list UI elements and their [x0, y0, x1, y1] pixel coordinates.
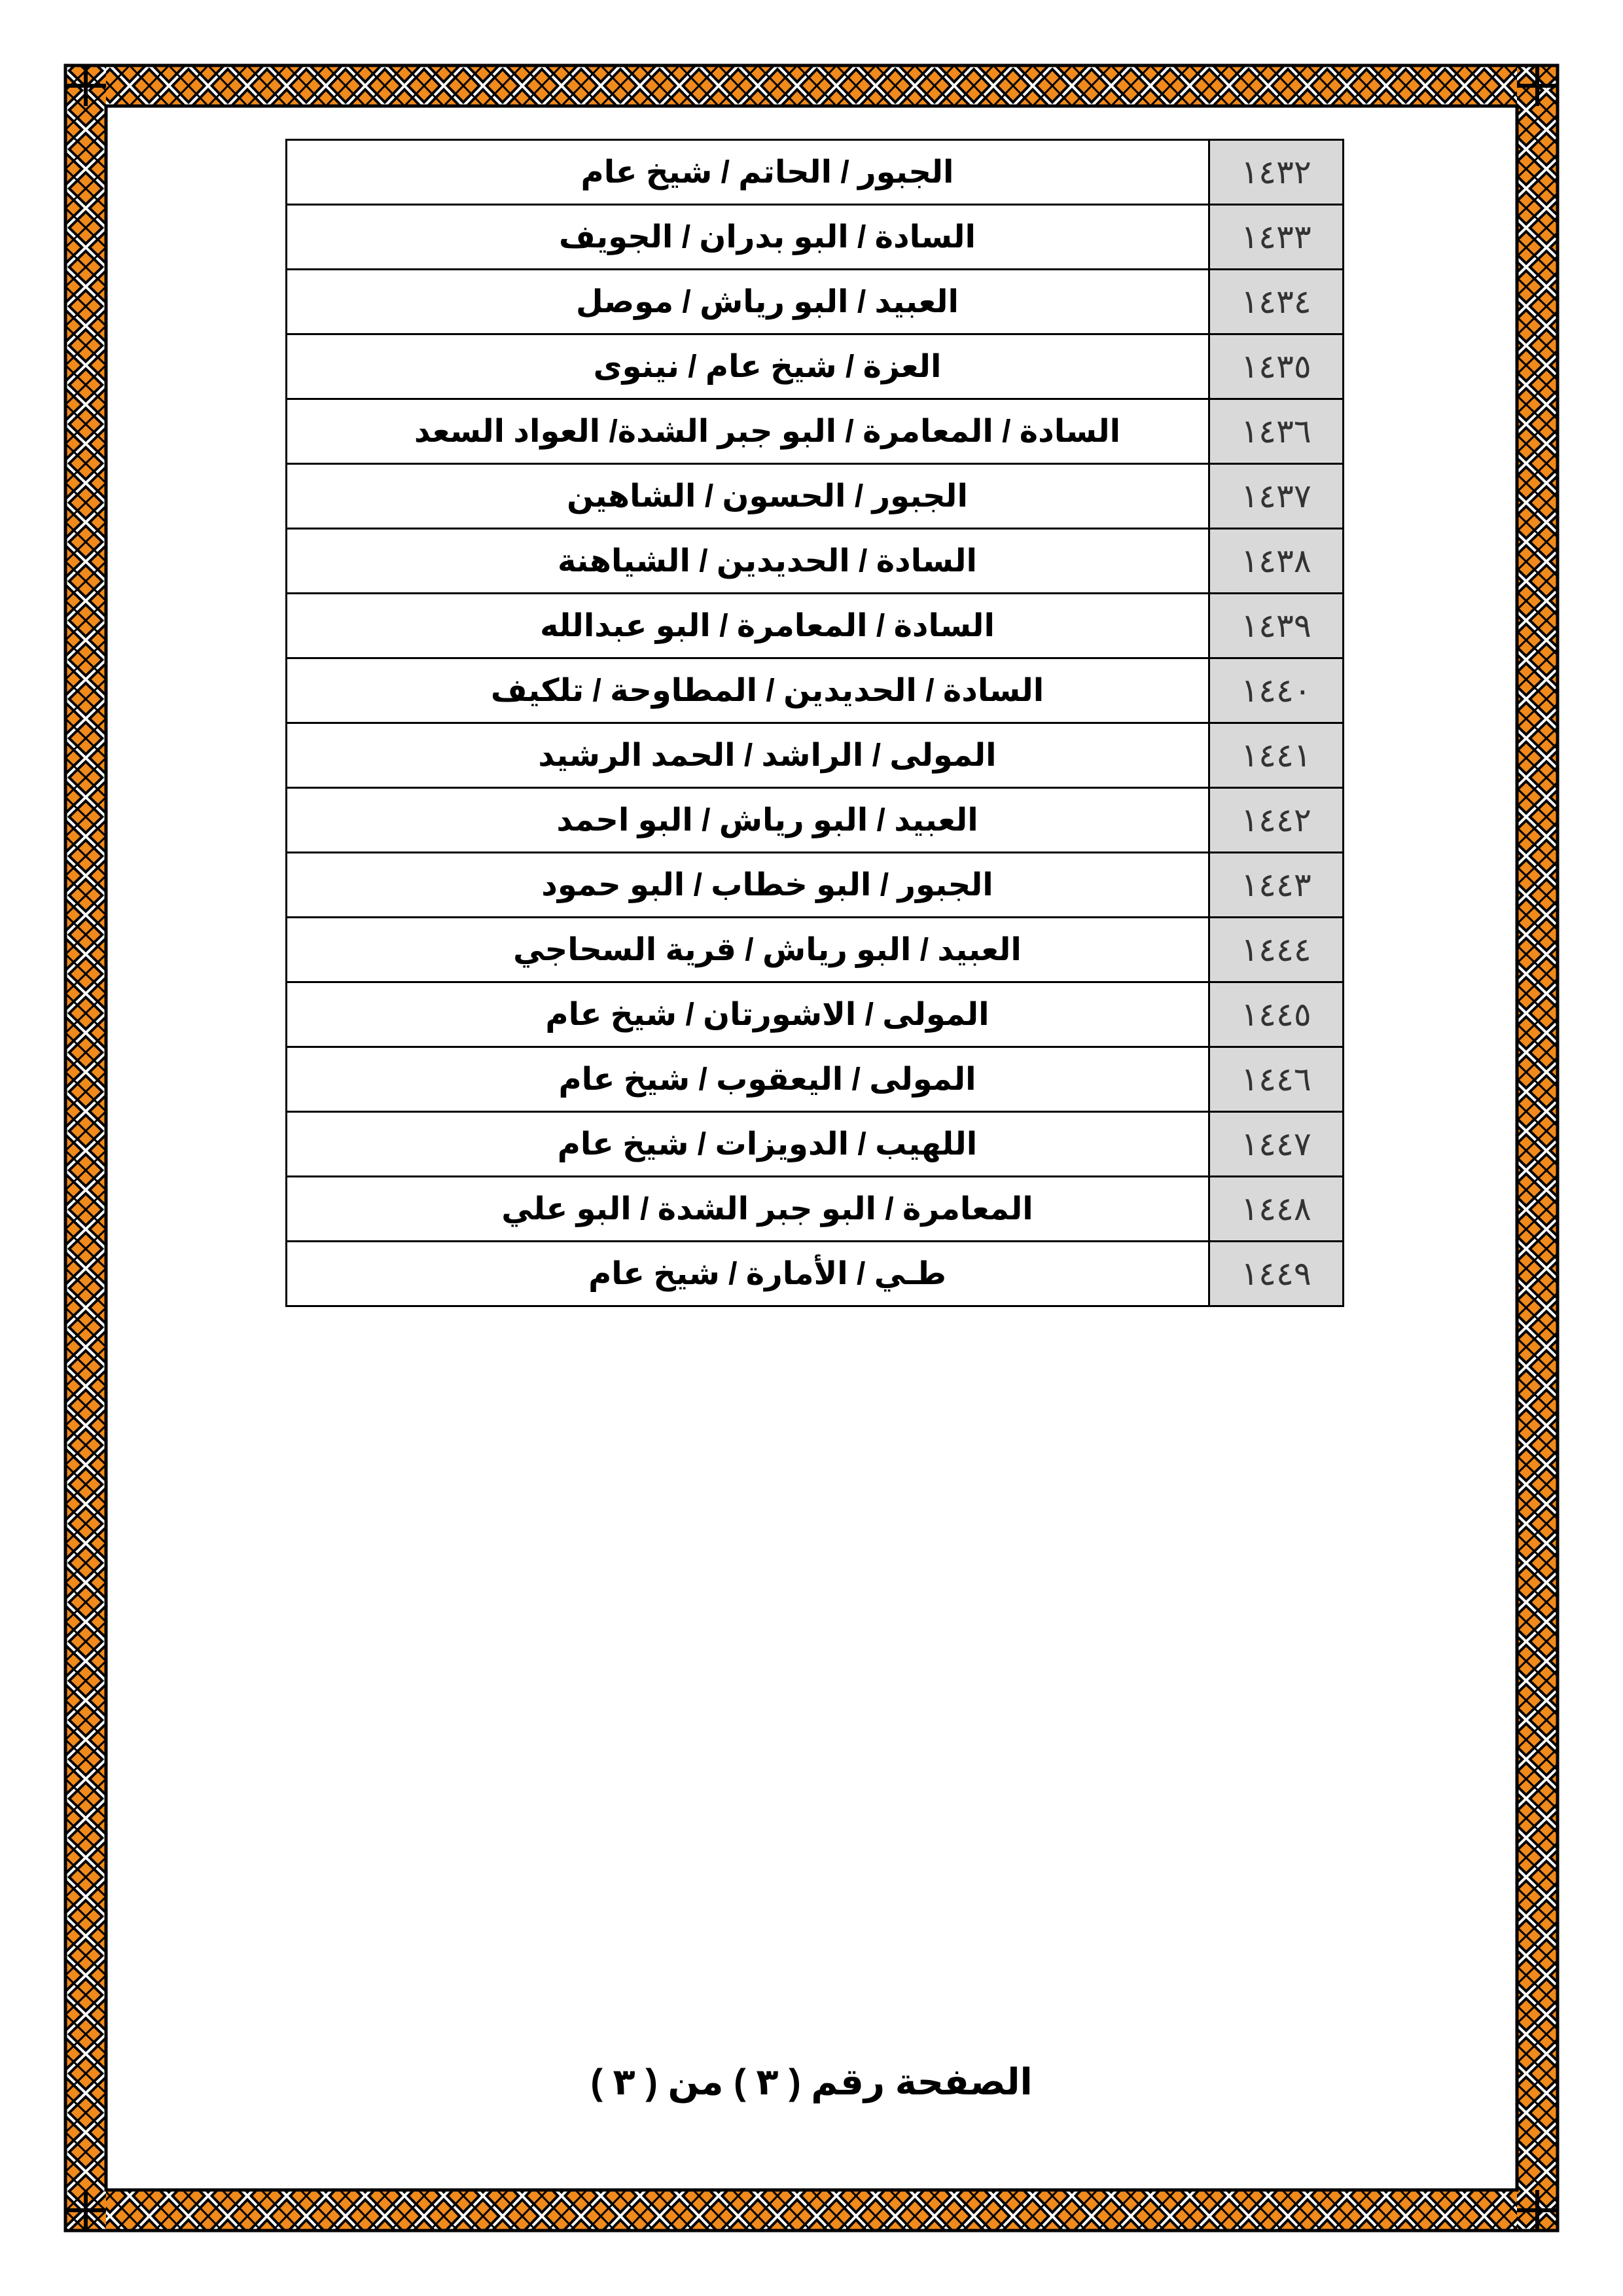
record-number-cell: ١٤٤٩: [1209, 1242, 1344, 1306]
record-number-cell: ١٤٤٨: [1209, 1177, 1344, 1242]
record-name-cell: اللهيب / الدويزات / شيخ عام: [287, 1112, 1209, 1177]
record-number-cell: ١٤٤١: [1209, 723, 1344, 788]
table-row: [287, 1242, 1344, 1306]
table-row: [287, 853, 1344, 918]
record-name-cell: طـي / الأمارة / شيخ عام: [287, 1242, 1209, 1306]
table-row: [287, 1047, 1344, 1112]
record-number-cell: ١٤٣٩: [1209, 594, 1344, 658]
table-row: [287, 982, 1344, 1047]
record-name-cell: المولى / اليعقوب / شيخ عام: [287, 1047, 1209, 1112]
record-number-cell: ١٤٣٨: [1209, 529, 1344, 594]
record-name-cell: السادة / المعامرة / البو عبدالله: [287, 594, 1209, 658]
table-row: [287, 529, 1344, 594]
record-name-cell: السادة / البو بدران / الجويف: [287, 205, 1209, 270]
record-name-cell: العبيد / البو رياش / البو احمد: [287, 788, 1209, 853]
record-number-cell: ١٤٤٣: [1209, 853, 1344, 918]
record-number-cell: ١٤٣٧: [1209, 464, 1344, 529]
record-name-cell: الجبور / الحاتم / شيخ عام: [287, 140, 1209, 205]
record-number-cell: ١٤٤٧: [1209, 1112, 1344, 1177]
record-name-cell: السادة / الحديدين / الشياهنة: [287, 529, 1209, 594]
record-name-cell: الجبور / البو خطاب / البو حمود: [287, 853, 1209, 918]
record-name-cell: المولى / الاشورتان / شيخ عام: [287, 982, 1209, 1047]
record-name-cell: السادة / المعامرة / البو جبر الشدة/ العواد السعد: [287, 399, 1209, 464]
record-name-cell: العبيد / البو رياش / قرية السحاجي: [287, 918, 1209, 982]
table-row: [287, 140, 1344, 205]
record-number-cell: ١٤٣٦: [1209, 399, 1344, 464]
table-row: [287, 788, 1344, 853]
table-row: [287, 270, 1344, 334]
page-number-footer: الصفحة رقم ( ٣ ) من ( ٣ ): [590, 2061, 1033, 2102]
record-name-cell: المعامرة / البو جبر الشدة / البو علي: [287, 1177, 1209, 1242]
record-number-cell: ١٤٤٢: [1209, 788, 1344, 853]
records-table-body: [287, 140, 1344, 1306]
table-row: [287, 464, 1344, 529]
record-number-cell: ١٤٣٤: [1209, 270, 1344, 334]
record-number-cell: ١٤٣٢: [1209, 140, 1344, 205]
records-table: [285, 139, 1344, 1307]
table-row: [287, 399, 1344, 464]
table-row: [287, 723, 1344, 788]
table-row: [287, 1177, 1344, 1242]
record-number-cell: ١٤٣٣: [1209, 205, 1344, 270]
table-row: [287, 658, 1344, 723]
record-name-cell: العبيد / البو رياش / موصل: [287, 270, 1209, 334]
table-row: [287, 334, 1344, 399]
record-number-cell: ١٤٤٤: [1209, 918, 1344, 982]
table-row: [287, 205, 1344, 270]
record-name-cell: الجبور / الحسون / الشاهين: [287, 464, 1209, 529]
table-row: [287, 1112, 1344, 1177]
record-number-cell: ١٤٤٥: [1209, 982, 1344, 1047]
record-name-cell: المولى / الراشد / الحمد الرشيد: [287, 723, 1209, 788]
record-name-cell: السادة / الحديدين / المطاوحة / تلكيف: [287, 658, 1209, 723]
record-name-cell: العزة / شيخ عام / نينوى: [287, 334, 1209, 399]
table-row: [287, 594, 1344, 658]
record-number-cell: ١٤٣٥: [1209, 334, 1344, 399]
table-row: [287, 918, 1344, 982]
record-number-cell: ١٤٤٠: [1209, 658, 1344, 723]
record-number-cell: ١٤٤٦: [1209, 1047, 1344, 1112]
